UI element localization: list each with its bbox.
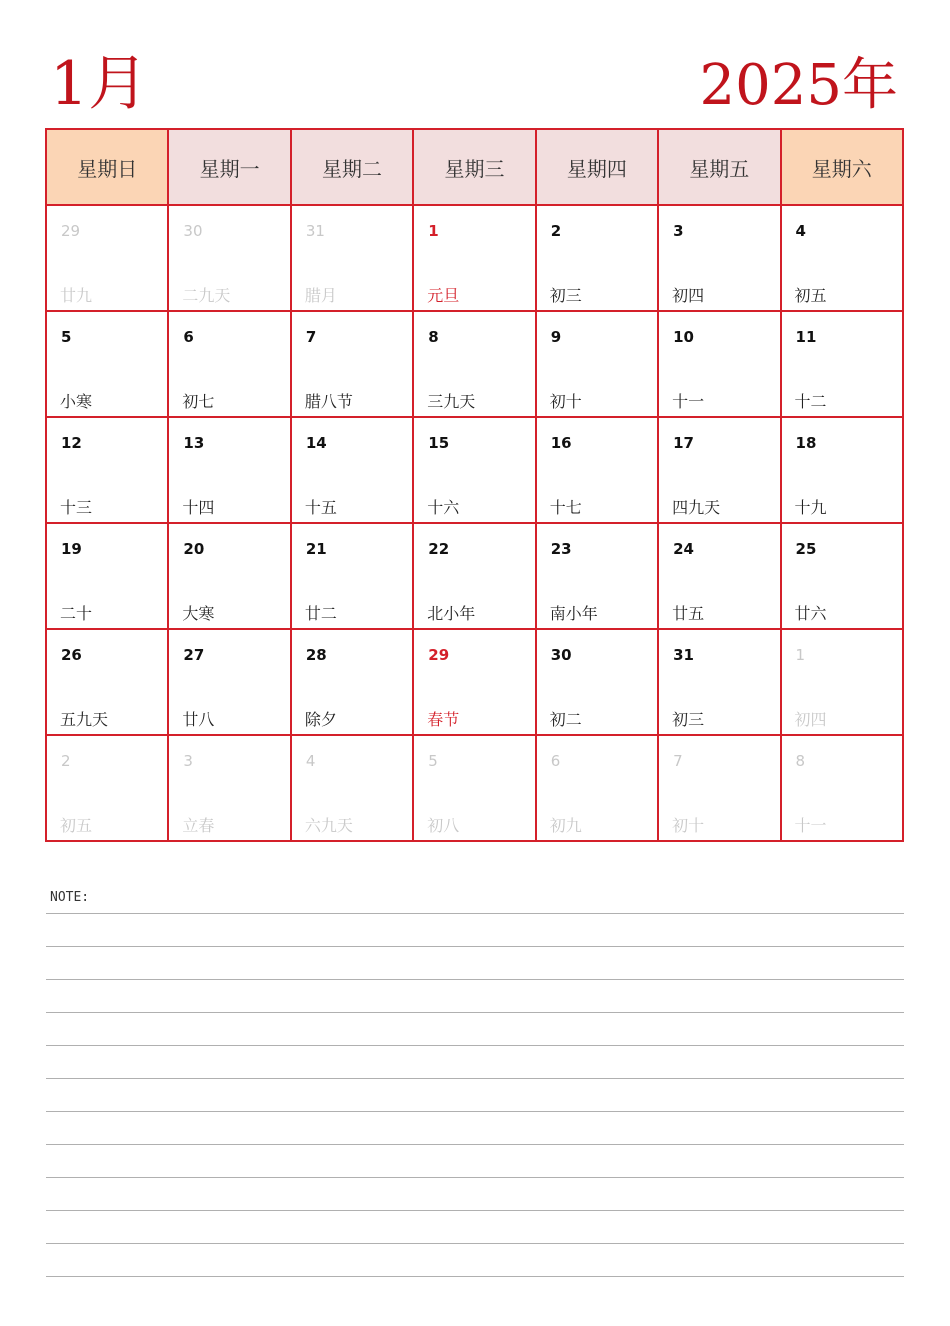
day-number: 1 (428, 222, 439, 240)
day-cell[interactable] (536, 205, 658, 311)
weekday-header-tuesday: 星期二 (291, 129, 413, 205)
day-number: 9 (550, 328, 562, 346)
lunar-date: 元旦 (427, 286, 460, 305)
day-cell[interactable] (536, 417, 658, 523)
note-line[interactable] (46, 979, 904, 980)
lunar-date: 十一 (672, 392, 705, 411)
lunar-date: 春节 (427, 710, 460, 729)
day-cell[interactable] (781, 417, 903, 523)
lunar-date: 初七 (182, 392, 215, 411)
note-line[interactable] (46, 1144, 904, 1145)
day-number: 19 (61, 540, 82, 558)
day-cell[interactable] (46, 629, 168, 735)
lunar-date: 二十 (60, 604, 93, 623)
day-cell[interactable] (536, 629, 658, 735)
day-number: 29 (428, 646, 450, 664)
week-row (46, 523, 903, 629)
day-number: 6 (183, 328, 194, 346)
note-line[interactable] (46, 913, 904, 914)
lunar-date: 腊月 (304, 286, 337, 305)
weekday-header-friday: 星期五 (658, 129, 780, 205)
day-cell[interactable] (413, 417, 535, 523)
day-number: 18 (795, 434, 817, 452)
day-cell[interactable] (658, 417, 780, 523)
day-cell[interactable] (658, 523, 780, 629)
day-number: 30 (183, 222, 203, 240)
weekday-header-sunday: 星期日 (46, 129, 168, 205)
day-cell[interactable] (658, 629, 780, 735)
lunar-date: 三九天 (427, 392, 476, 411)
day-number: 31 (673, 646, 694, 664)
day-number: 28 (305, 646, 327, 664)
week-row (46, 735, 903, 841)
day-number: 21 (305, 540, 327, 558)
day-cell[interactable] (413, 205, 535, 311)
day-cell[interactable] (781, 205, 903, 311)
day-cell[interactable] (536, 735, 658, 841)
lunar-date: 十七 (549, 498, 582, 517)
weekday-header-monday: 星期一 (168, 129, 290, 205)
day-cell[interactable] (291, 417, 413, 523)
day-cell[interactable] (781, 311, 903, 417)
lunar-date: 四九天 (672, 498, 721, 517)
day-number: 4 (305, 752, 316, 770)
day-cell[interactable] (291, 311, 413, 417)
lunar-date: 初五 (60, 816, 93, 835)
note-line[interactable] (46, 1276, 904, 1277)
day-number: 2 (550, 222, 562, 240)
week-row (46, 205, 903, 311)
note-line[interactable] (46, 946, 904, 947)
lunar-date: 十六 (427, 498, 460, 517)
day-cell[interactable] (46, 205, 168, 311)
lunar-date: 廿九 (60, 286, 93, 305)
day-cell[interactable] (413, 735, 535, 841)
lunar-date: 二九天 (182, 286, 231, 305)
lunar-date: 小寒 (60, 392, 93, 411)
day-cell[interactable] (168, 735, 290, 841)
day-cell[interactable] (46, 417, 168, 523)
day-number: 6 (550, 752, 561, 770)
day-number: 27 (183, 646, 205, 664)
day-number: 2 (61, 752, 71, 770)
day-cell[interactable] (413, 523, 535, 629)
lunar-date: 初四 (672, 286, 705, 305)
day-cell[interactable] (46, 311, 168, 417)
lunar-date: 廿二 (304, 604, 337, 623)
day-number: 31 (305, 222, 325, 240)
day-number: 30 (550, 646, 572, 664)
lunar-date: 十二 (794, 392, 827, 411)
day-number: 12 (61, 434, 82, 452)
day-number: 20 (183, 540, 205, 558)
day-number: 4 (795, 222, 806, 240)
day-number: 10 (673, 328, 694, 346)
day-cell[interactable] (291, 205, 413, 311)
lunar-date: 十五 (304, 498, 337, 517)
day-cell[interactable] (168, 311, 290, 417)
lunar-date: 立春 (182, 816, 215, 835)
day-number: 14 (305, 434, 327, 452)
day-cell[interactable] (658, 311, 780, 417)
lunar-date: 十九 (794, 498, 827, 517)
lunar-date: 十三 (60, 498, 93, 517)
lunar-date: 初五 (794, 286, 827, 305)
lunar-date: 除夕 (304, 710, 337, 729)
note-line[interactable] (46, 1243, 904, 1244)
day-cell[interactable] (658, 205, 780, 311)
day-number: 26 (61, 646, 82, 664)
day-number: 8 (795, 752, 806, 770)
day-number: 3 (673, 222, 684, 240)
weekday-header-row (46, 129, 903, 205)
week-row (46, 311, 903, 417)
lunar-date: 廿六 (794, 604, 827, 623)
day-cell[interactable] (168, 417, 290, 523)
day-cell[interactable] (781, 629, 903, 735)
lunar-date: 初三 (549, 286, 582, 305)
day-number: 3 (183, 752, 193, 770)
lunar-date: 初四 (794, 710, 827, 729)
day-cell[interactable] (46, 735, 168, 841)
note-label: NOTE: (50, 890, 90, 905)
lunar-date: 初二 (549, 710, 582, 729)
day-number: 8 (428, 328, 439, 346)
lunar-date: 廿五 (672, 604, 705, 623)
day-number: 15 (428, 434, 450, 452)
day-cell[interactable] (413, 629, 535, 735)
day-cell[interactable] (536, 311, 658, 417)
day-number: 7 (305, 328, 317, 346)
day-number: 5 (61, 328, 72, 346)
lunar-date: 十四 (182, 498, 215, 517)
calendar-grid (45, 128, 904, 842)
lunar-date: 初九 (549, 816, 582, 835)
lunar-date: 大寒 (182, 604, 215, 623)
lunar-date: 南小年 (549, 604, 598, 623)
lunar-date: 廿八 (182, 710, 215, 729)
day-number: 11 (795, 328, 817, 346)
day-number: 29 (61, 222, 81, 240)
day-cell[interactable] (168, 205, 290, 311)
day-cell[interactable] (46, 523, 168, 629)
day-number: 5 (428, 752, 438, 770)
day-cell[interactable] (413, 311, 535, 417)
note-line[interactable] (46, 1111, 904, 1112)
day-cell[interactable] (781, 523, 903, 629)
day-number: 16 (550, 434, 572, 452)
note-line[interactable] (46, 1177, 904, 1178)
lunar-date: 腊八节 (304, 392, 353, 411)
note-line[interactable] (46, 1012, 904, 1013)
note-line[interactable] (46, 1078, 904, 1079)
weekday-header-saturday: 星期六 (781, 129, 903, 205)
day-cell[interactable] (291, 629, 413, 735)
lunar-date: 初十 (549, 392, 582, 411)
day-cell[interactable] (536, 523, 658, 629)
weekday-header-thursday: 星期四 (536, 129, 658, 205)
week-row (46, 417, 903, 523)
day-number: 17 (673, 434, 694, 452)
day-number: 1 (795, 646, 806, 664)
year-title: 2025年 (699, 53, 898, 118)
lunar-date: 初三 (672, 710, 705, 729)
lunar-date: 初八 (427, 816, 460, 835)
month-title: 1月 (50, 49, 149, 119)
lunar-date: 北小年 (427, 604, 476, 623)
note-line[interactable] (46, 1045, 904, 1046)
day-cell[interactable] (658, 735, 780, 841)
day-cell[interactable] (291, 735, 413, 841)
weekday-header-wednesday: 星期三 (413, 129, 535, 205)
day-number: 22 (428, 540, 450, 558)
day-number: 13 (183, 434, 205, 452)
week-row (46, 629, 903, 735)
day-cell[interactable] (168, 629, 290, 735)
lunar-date: 十一 (794, 816, 827, 835)
lunar-date: 五九天 (60, 710, 109, 729)
day-number: 23 (550, 540, 572, 558)
lunar-date: 初十 (672, 816, 705, 835)
day-cell[interactable] (168, 523, 290, 629)
day-cell[interactable] (781, 735, 903, 841)
day-number: 7 (673, 752, 683, 770)
day-number: 25 (795, 540, 817, 558)
day-cell[interactable] (291, 523, 413, 629)
note-line[interactable] (46, 1210, 904, 1211)
day-number: 24 (673, 540, 694, 558)
lunar-date: 六九天 (304, 816, 353, 835)
